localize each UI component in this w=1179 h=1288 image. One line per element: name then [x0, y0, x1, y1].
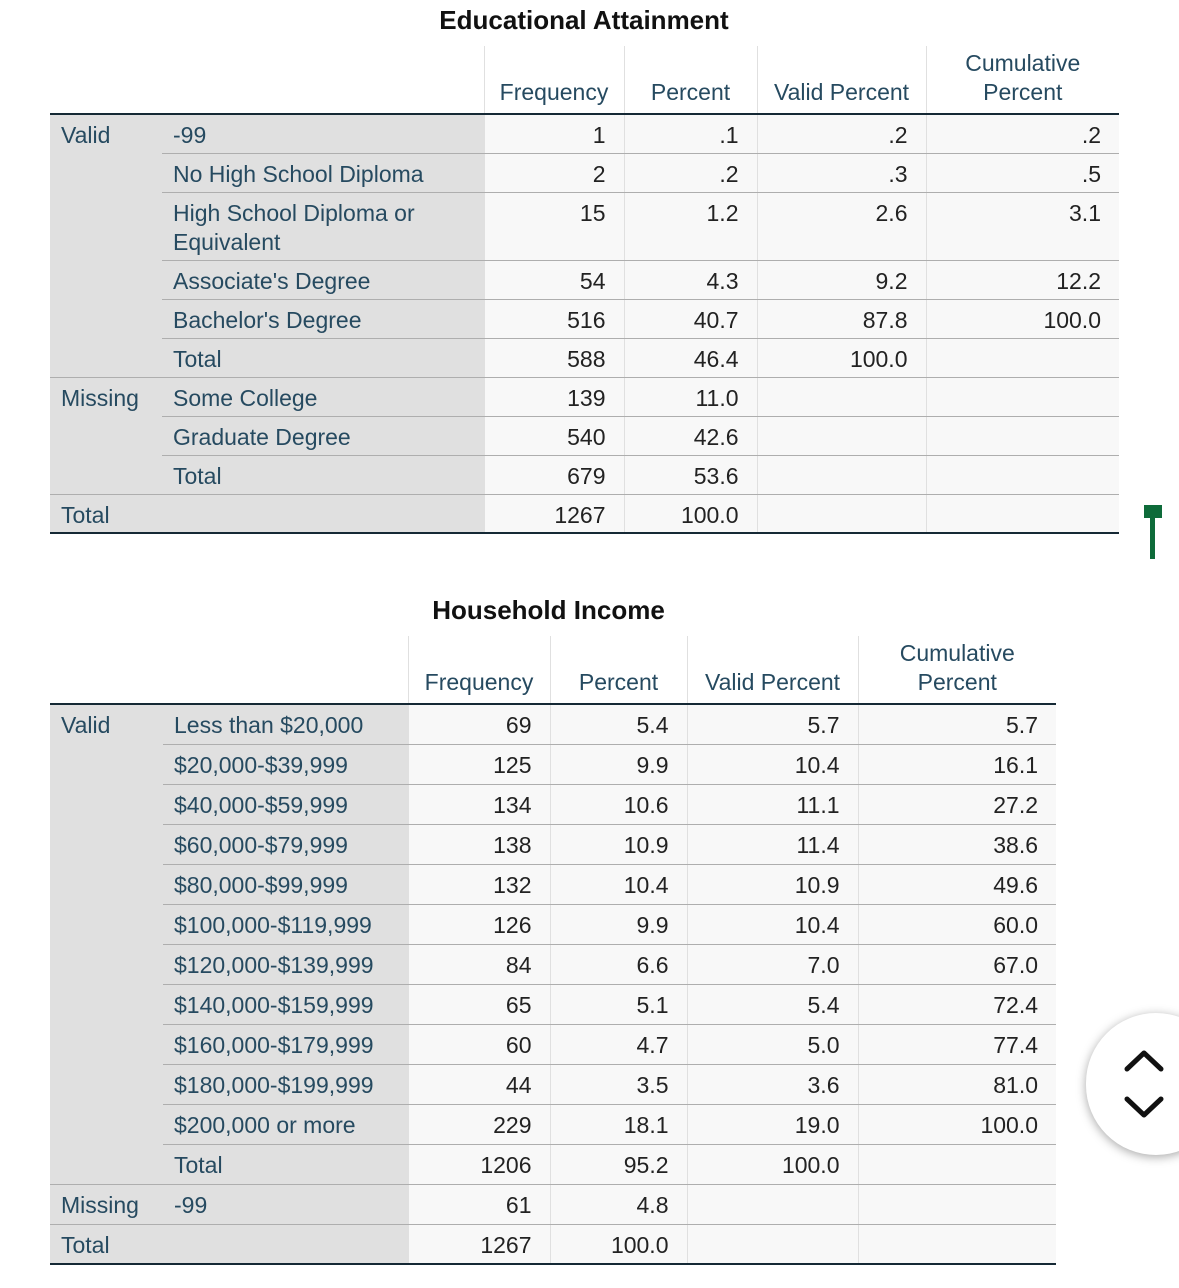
value-cell: .3	[757, 153, 926, 192]
value-cell: 54	[484, 260, 624, 299]
value-cell: 27.2	[858, 784, 1056, 824]
table-row	[50, 944, 1056, 984]
table-row	[50, 864, 1056, 904]
value-cell: 3.1	[926, 192, 1119, 260]
value-cell: 1267	[484, 494, 624, 533]
value-cell	[926, 494, 1119, 533]
value-cell	[687, 1184, 858, 1224]
row-label: $140,000-$159,999	[163, 984, 408, 1024]
value-cell: 10.4	[687, 744, 858, 784]
value-cell: 44	[408, 1064, 550, 1104]
value-cell: 69	[408, 704, 550, 744]
column-header: Valid Percent	[757, 46, 926, 114]
table-row	[50, 824, 1056, 864]
value-cell	[926, 377, 1119, 416]
table-total-row	[50, 1224, 1056, 1264]
value-cell: 4.7	[550, 1024, 687, 1064]
value-cell: 11.1	[687, 784, 858, 824]
row-label: -99	[163, 1184, 408, 1224]
value-cell: .2	[624, 153, 757, 192]
table-row	[50, 192, 1119, 260]
column-header: Percent	[624, 46, 757, 114]
value-cell: 53.6	[624, 455, 757, 494]
value-cell: 4.8	[550, 1184, 687, 1224]
value-cell: 10.6	[550, 784, 687, 824]
value-cell	[926, 338, 1119, 377]
value-cell: 5.1	[550, 984, 687, 1024]
row-label: $120,000-$139,999	[163, 944, 408, 984]
value-cell: 100.0	[550, 1224, 687, 1264]
group-label: Valid	[50, 114, 162, 377]
row-label: Associate's Degree	[162, 260, 484, 299]
column-header: Valid Percent	[687, 636, 858, 704]
value-cell: 1206	[408, 1144, 550, 1184]
value-cell: 12.2	[926, 260, 1119, 299]
value-cell: 49.6	[858, 864, 1056, 904]
value-cell: 132	[408, 864, 550, 904]
chevron-up-icon[interactable]	[1122, 1047, 1166, 1075]
total-label: Total	[50, 494, 484, 533]
table-row	[50, 455, 1119, 494]
group-label: Missing	[50, 1184, 163, 1224]
table-row	[50, 260, 1119, 299]
value-cell: 10.9	[687, 864, 858, 904]
table-row	[50, 744, 1056, 784]
value-cell: 10.4	[550, 864, 687, 904]
value-cell: 5.7	[858, 704, 1056, 744]
value-cell	[926, 455, 1119, 494]
value-cell: 72.4	[858, 984, 1056, 1024]
value-cell: 77.4	[858, 1024, 1056, 1064]
value-cell: 134	[408, 784, 550, 824]
total-label: Total	[50, 1224, 408, 1264]
table-row	[50, 338, 1119, 377]
value-cell: 40.7	[624, 299, 757, 338]
value-cell: 7.0	[687, 944, 858, 984]
income-frequency-table	[50, 636, 1056, 1265]
row-label: $200,000 or more	[163, 1104, 408, 1144]
value-cell	[757, 416, 926, 455]
row-label: High School Diploma or Equivalent	[162, 192, 484, 260]
row-label: $60,000-$79,999	[163, 824, 408, 864]
table-row	[50, 904, 1056, 944]
value-cell: 516	[484, 299, 624, 338]
value-cell: 15	[484, 192, 624, 260]
row-label: $80,000-$99,999	[163, 864, 408, 904]
row-label: Total	[162, 455, 484, 494]
column-header: Cumulative Percent	[926, 46, 1119, 114]
value-cell: 84	[408, 944, 550, 984]
value-cell: 2	[484, 153, 624, 192]
value-cell: 9.9	[550, 904, 687, 944]
value-cell: 3.5	[550, 1064, 687, 1104]
value-cell: 60.0	[858, 904, 1056, 944]
value-cell: 67.0	[858, 944, 1056, 984]
table-row	[50, 1104, 1056, 1144]
row-label: Less than $20,000	[163, 704, 408, 744]
value-cell: 588	[484, 338, 624, 377]
education-table-title: Educational Attainment	[439, 5, 729, 35]
value-cell: 87.8	[757, 299, 926, 338]
value-cell	[858, 1224, 1056, 1264]
value-cell: 5.4	[687, 984, 858, 1024]
value-cell: 1	[484, 114, 624, 153]
value-cell: 11.0	[624, 377, 757, 416]
row-label: Total	[163, 1144, 408, 1184]
column-header: Percent	[550, 636, 687, 704]
scroll-control[interactable]	[1086, 1013, 1179, 1155]
value-cell: 5.0	[687, 1024, 858, 1064]
value-cell: 42.6	[624, 416, 757, 455]
value-cell: 60	[408, 1024, 550, 1064]
column-header: Cumulative Percent	[858, 636, 1056, 704]
table-row	[50, 299, 1119, 338]
group-label: Missing	[50, 377, 162, 494]
value-cell: 9.2	[757, 260, 926, 299]
value-cell: 4.3	[624, 260, 757, 299]
table-row	[50, 1144, 1056, 1184]
value-cell: 1.2	[624, 192, 757, 260]
row-label: $20,000-$39,999	[163, 744, 408, 784]
value-cell	[926, 416, 1119, 455]
value-cell: .1	[624, 114, 757, 153]
column-header: Frequency	[484, 46, 624, 114]
value-cell	[757, 494, 926, 533]
value-cell: 229	[408, 1104, 550, 1144]
table-row	[50, 984, 1056, 1024]
group-label: Valid	[50, 704, 163, 1184]
value-cell: 100.0	[757, 338, 926, 377]
value-cell: 138	[408, 824, 550, 864]
value-cell: 95.2	[550, 1144, 687, 1184]
value-cell: 2.6	[757, 192, 926, 260]
income-table-title: Household Income	[432, 595, 665, 625]
value-cell: 10.9	[550, 824, 687, 864]
table-row	[50, 377, 1119, 416]
value-cell: 19.0	[687, 1104, 858, 1144]
value-cell: 125	[408, 744, 550, 784]
row-label: -99	[162, 114, 484, 153]
value-cell	[757, 377, 926, 416]
value-cell: 61	[408, 1184, 550, 1224]
row-label: Total	[162, 338, 484, 377]
row-label: $100,000-$119,999	[163, 904, 408, 944]
column-header: Frequency	[408, 636, 550, 704]
table-row	[50, 416, 1119, 455]
value-cell: .2	[926, 114, 1119, 153]
value-cell: 679	[484, 455, 624, 494]
value-cell: 16.1	[858, 744, 1056, 784]
value-cell	[858, 1144, 1056, 1184]
value-cell	[757, 455, 926, 494]
value-cell: .2	[757, 114, 926, 153]
value-cell: 5.7	[687, 704, 858, 744]
value-cell: 6.6	[550, 944, 687, 984]
value-cell: 11.4	[687, 824, 858, 864]
value-cell: 38.6	[858, 824, 1056, 864]
row-label: Graduate Degree	[162, 416, 484, 455]
chevron-down-icon[interactable]	[1122, 1093, 1166, 1121]
value-cell: .5	[926, 153, 1119, 192]
value-cell: 9.9	[550, 744, 687, 784]
table-row	[50, 153, 1119, 192]
value-cell: 1267	[408, 1224, 550, 1264]
value-cell: 18.1	[550, 1104, 687, 1144]
row-label: $40,000-$59,999	[163, 784, 408, 824]
value-cell: 100.0	[624, 494, 757, 533]
table-row	[50, 1024, 1056, 1064]
row-label: Bachelor's Degree	[162, 299, 484, 338]
value-cell: 81.0	[858, 1064, 1056, 1104]
row-label: $180,000-$199,999	[163, 1064, 408, 1104]
table-row	[50, 114, 1119, 153]
value-cell: 100.0	[687, 1144, 858, 1184]
value-cell	[858, 1184, 1056, 1224]
value-cell: 100.0	[926, 299, 1119, 338]
value-cell: 540	[484, 416, 624, 455]
table-corner	[50, 636, 408, 704]
value-cell: 100.0	[858, 1104, 1056, 1144]
table-row	[50, 1064, 1056, 1104]
resize-handle-icon[interactable]	[1143, 504, 1163, 560]
table-corner	[50, 46, 484, 114]
value-cell: 139	[484, 377, 624, 416]
value-cell: 3.6	[687, 1064, 858, 1104]
value-cell: 5.4	[550, 704, 687, 744]
row-label: $160,000-$179,999	[163, 1024, 408, 1064]
value-cell	[687, 1224, 858, 1264]
value-cell: 46.4	[624, 338, 757, 377]
value-cell: 65	[408, 984, 550, 1024]
row-label: Some College	[162, 377, 484, 416]
table-total-row	[50, 494, 1119, 533]
value-cell: 10.4	[687, 904, 858, 944]
table-row	[50, 1184, 1056, 1224]
table-row	[50, 704, 1056, 744]
row-label: No High School Diploma	[162, 153, 484, 192]
education-frequency-table	[50, 46, 1119, 534]
table-row	[50, 784, 1056, 824]
value-cell: 126	[408, 904, 550, 944]
